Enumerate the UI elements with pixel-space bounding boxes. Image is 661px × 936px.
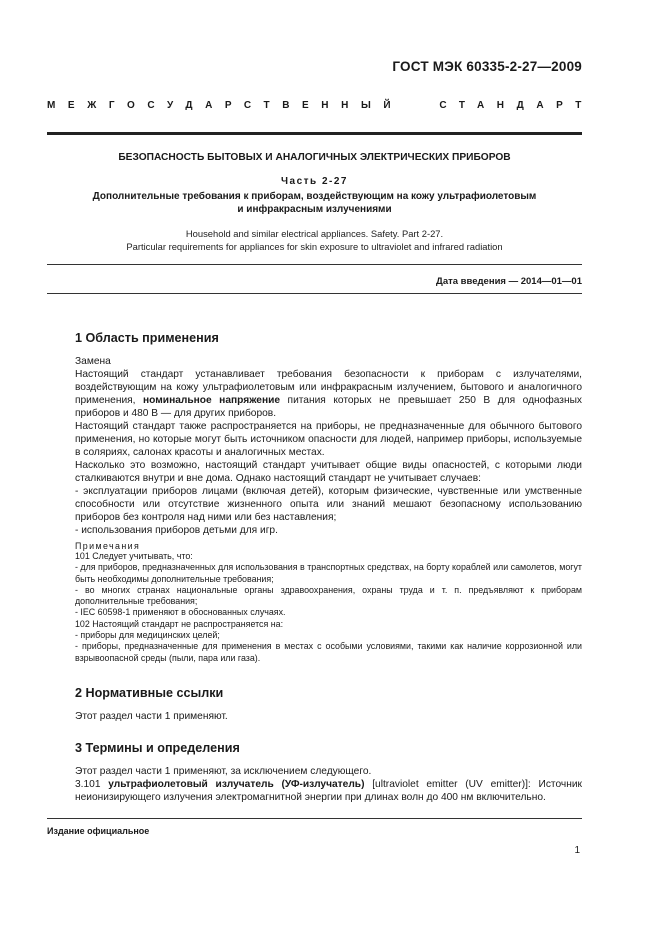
interstate-word: МЕЖГОСУДАРСТВЕННЫЙ bbox=[47, 100, 404, 111]
introduction-date: Дата введения — 2014—01—01 bbox=[436, 276, 582, 287]
footer-rule bbox=[47, 818, 582, 819]
english-title bbox=[47, 228, 582, 253]
official-edition-label: Издание официальное bbox=[47, 826, 150, 836]
section-3-heading: 3 Термины и определения bbox=[75, 741, 240, 755]
subtitle-line-1: Дополнительные требования к приборам, воздействующим на кожу ультрафиолетовым bbox=[92, 191, 537, 202]
note-101-item-3: - IEC 60598-1 применяют в обоснованных случаях. bbox=[75, 607, 286, 618]
definition-3-101: 3.101 ультрафиолетовый излучатель (УФ-излучатель) [ultraviolet emitter (UV emitter)]: Источник неионизирующего излучения электромагнитной энергии при длинах волн до 400 нм включительно. bbox=[75, 779, 582, 803]
section-1-paragraph-3: Насколько это возможно, настоящий стандарт учитывает общие виды опасностей, с которыми люди сталкиваются внутри и вне дома. Однако настоящий стандарт не учитывает случаев: bbox=[75, 460, 582, 484]
standard-number: ГОСТ МЭК 60335-2-27—2009 bbox=[392, 59, 582, 74]
document-subtitle bbox=[47, 190, 582, 216]
page-number: 1 bbox=[574, 845, 580, 856]
english-title-line-1: Household and similar electrical appliances. Safety. Part 2-27. bbox=[185, 228, 444, 239]
section-2 bbox=[75, 686, 582, 723]
section-1-paragraph-4: - эксплуатации приборов лицами (включая детей), которым физические, чувственные или умственные способности или отсутствие жизненного опыта или знаний мешают безопасному использованию приборов без контроля над ними или без наставления; bbox=[75, 486, 582, 523]
subtitle-line-2: и инфракрасным излучениями bbox=[237, 204, 392, 215]
title-bottom-rule bbox=[47, 264, 582, 265]
document-title: БЕЗОПАСНОСТЬ БЫТОВЫХ И АНАЛОГИЧНЫХ ЭЛЕКТРИЧЕСКИХ ПРИБОРОВ bbox=[118, 152, 511, 163]
note-102-item-1: - приборы для медицинских целей; bbox=[75, 630, 220, 641]
section-3 bbox=[75, 741, 582, 804]
standard-type-line bbox=[47, 100, 594, 111]
english-title-line-2: Particular requirements for appliances for skin exposure to ultraviolet and infrared radiation bbox=[126, 240, 503, 252]
top-thick-rule bbox=[47, 132, 582, 135]
section-2-heading: 2 Нормативные ссылки bbox=[75, 686, 224, 700]
part-label: Часть 2-27 bbox=[281, 176, 348, 187]
section-2-paragraph-1: Этот раздел части 1 применяют. bbox=[75, 711, 228, 722]
note-101: 101 Следует учитывать, что: bbox=[75, 551, 193, 561]
section-1-paragraph-5: - использования приборов детьми для игр. bbox=[75, 525, 278, 536]
notes-label: Примечания bbox=[75, 541, 141, 551]
section-1-paragraph-2: Настоящий стандарт также распространяется на приборы, не предназначенные для обычного бытового применения, но которые могут быть источником опасности для людей, например приборы, используемые в соляриях, салонах красоты и аналогичных местах. bbox=[75, 421, 582, 458]
section-1-paragraph-1: Настоящий стандарт устанавливает требования безопасности к приборам с излучателями, воздействующим на кожу ультрафиолетовым или инфракрасным излучением, бытового и аналогичного применения, номинальное напряжение питания которых не превышает 250 В для однофазных приборов и 480 В — для других приборов. bbox=[75, 369, 582, 419]
note-102-item-2: - приборы, предназначенные для применения в местах с особыми условиями, такими как наличие коррозионной или взрывоопасной среды (пыли, пара или газа). bbox=[75, 641, 582, 663]
note-101-item-1: - для приборов, предназначенных для использования в транспортных средствах, на борту кораблей или самолетов, могут быть необходимы дополнительные требования; bbox=[75, 562, 582, 584]
note-101-item-2: - во многих странах национальные органы здравоохранения, охраны труда и т. п. предъявляют к приборам дополнительные требования; bbox=[75, 584, 582, 607]
section-1-heading: 1 Область применения bbox=[75, 331, 219, 345]
replacement-label: Замена bbox=[75, 356, 111, 367]
note-102: 102 Настоящий стандарт не распространяется на: bbox=[75, 618, 284, 629]
section-3-paragraph-1: Этот раздел части 1 применяют, за исключением следующего. bbox=[75, 766, 372, 777]
section-1 bbox=[75, 331, 582, 664]
standard-word: СТАНДАРТ bbox=[439, 100, 594, 111]
date-bottom-rule bbox=[47, 293, 582, 294]
